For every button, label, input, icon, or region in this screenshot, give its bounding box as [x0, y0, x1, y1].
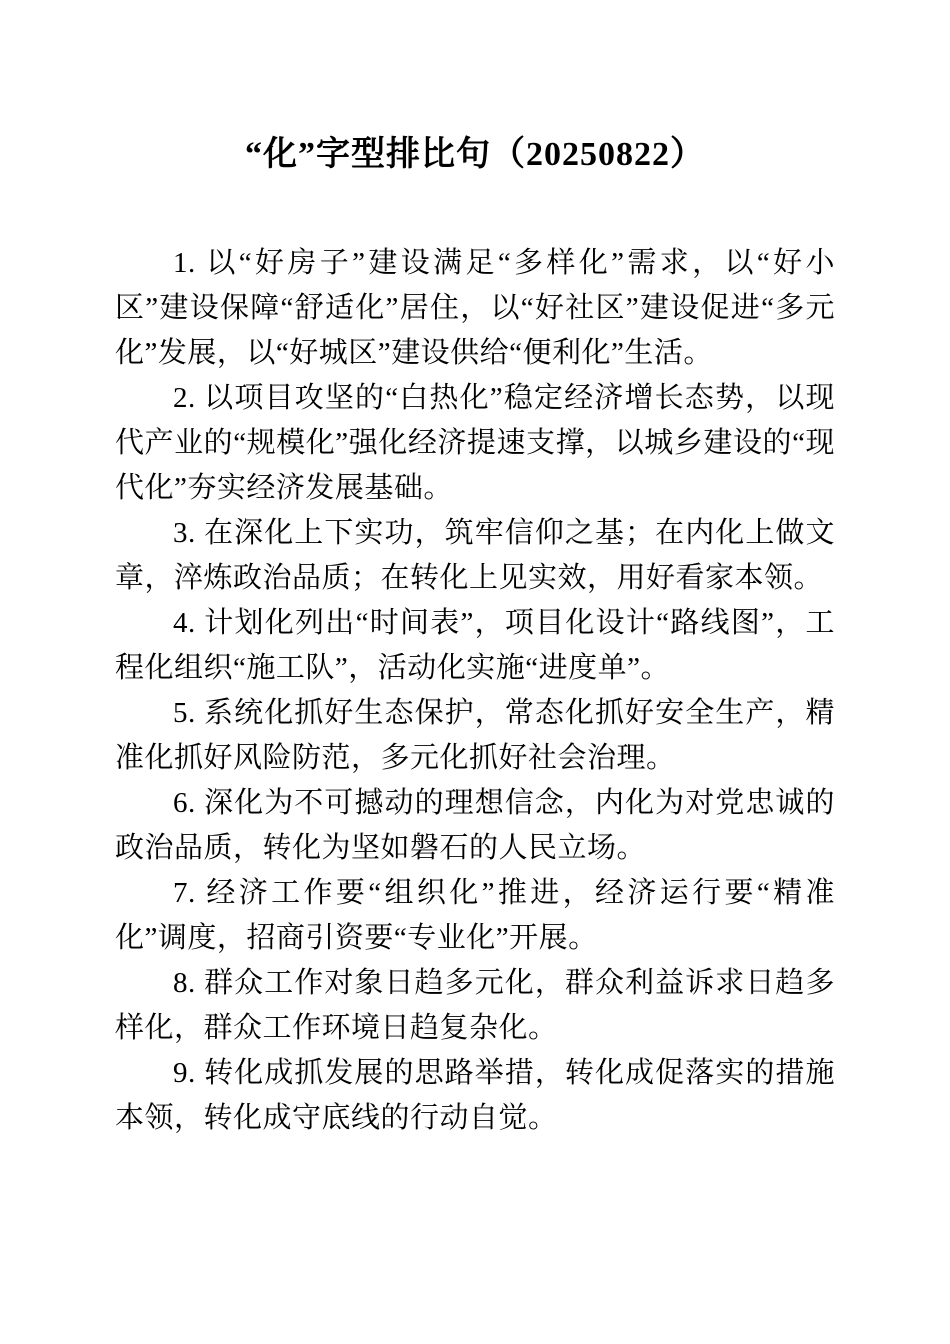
paragraph-6: 6. 深化为不可撼动的理想信念，内化为对党忠诚的政治品质，转化为坚如磐石的人民立场。 [115, 787, 835, 864]
paragraph-3: 3. 在深化上下实功，筑牢信仰之基；在内化上做文章，淬炼政治品质；在转化上见实效，用好看家本领。 [115, 517, 835, 594]
paragraph-9: 9. 转化成抓发展的思路举措，转化成促落实的措施本领，转化成守底线的行动自觉。 [115, 1057, 835, 1134]
paragraph-4: 4. 计划化列出“时间表”，项目化设计“路线图”，工程化组织“施工队”，活动化实施“进度单”。 [115, 607, 835, 684]
paragraph-8: 8. 群众工作对象日趋多元化，群众利益诉求日趋多样化，群众工作环境日趋复杂化。 [115, 967, 835, 1044]
paragraph-2: 2. 以项目攻坚的“白热化”稳定经济增长态势，以现代产业的“规模化”强化经济提速支撑，以城乡建设的“现代化”夯实经济发展基础。 [115, 382, 835, 504]
document-body [115, 241, 835, 1141]
paragraph-1: 1. 以“好房子”建设满足“多样化”需求，以“好小区”建设保障“舒适化”居住，以“好社区”建设促进“多元化”发展，以“好城区”建设供给“便利化”生活。 [115, 247, 835, 369]
paragraph-7: 7. 经济工作要“组织化”推进，经济运行要“精准化”调度，招商引资要“专业化”开展。 [115, 877, 835, 954]
paragraph-5: 5. 系统化抓好生态保护，常态化抓好安全生产，精准化抓好风险防范，多元化抓好社会治理。 [115, 697, 835, 774]
document-title: “化”字型排比句（20250822） [245, 136, 705, 173]
